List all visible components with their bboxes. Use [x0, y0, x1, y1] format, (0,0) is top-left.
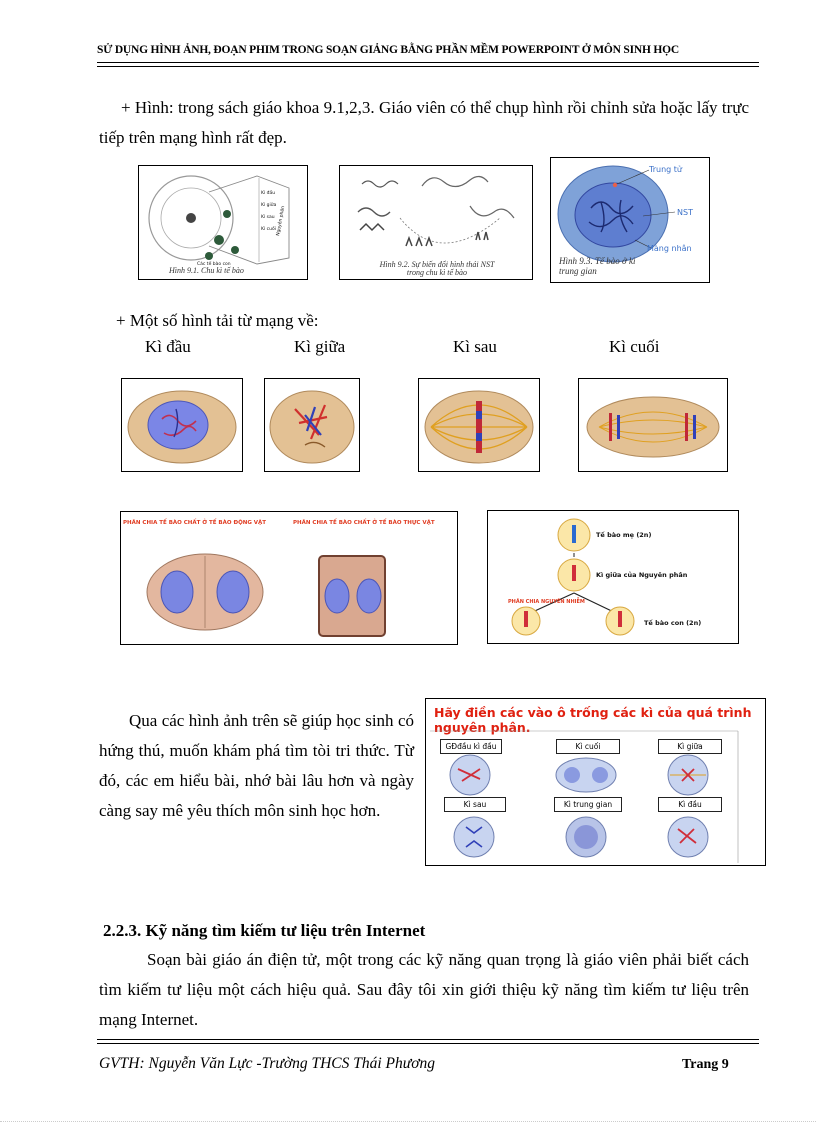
fig1-label-telophase: Kì cuối — [261, 227, 276, 232]
quiz-label-1: GĐđầu kì đầu — [440, 739, 502, 754]
animal-division-title: PHÂN CHIA TẾ BÀO CHẤT Ở TẾ BÀO ĐỘNG VẬT — [123, 520, 267, 526]
fig3-label-nst: NST — [677, 208, 693, 217]
fig1-caption: Hình 9.1. Chu kì tế bào — [169, 266, 244, 275]
fig3-label-centrosome: Trung tử — [649, 165, 682, 174]
quiz-label-4: Kì sau — [444, 797, 506, 812]
section-body: Soạn bài giáo án điện tử, một trong các kỹ năng quan trọng là giáo viên phải biết cách tìm kiếm tư liệu một cách hiệu quả. Sau đây tôi xin giới thiệu kỹ năng tìm kiếm tư liệu trên mạng Internet. — [99, 950, 749, 1029]
phase-label-telophase: Kì cuối — [609, 337, 660, 356]
footer-author: GVTH: Nguyễn Văn Lực -Trường THCS Thái Phương — [99, 1055, 435, 1072]
quiz-title: Hãy điền các vào ô trống các kì của quá trình nguyên phân. — [434, 705, 752, 735]
downloaded-images-intro: + Một số hình tải từ mạng về: — [116, 311, 319, 330]
image-prophase — [121, 378, 243, 472]
label-mother-cell: Tế bào mẹ (2n) — [596, 531, 652, 539]
quiz-label-2: Kì cuối — [556, 739, 620, 754]
plant-division-title: PHÂN CHIA TẾ BÀO CHẤT Ở TẾ BÀO THỰC VẬT — [293, 520, 435, 526]
section-heading: 2.2.3. Kỹ năng tìm kiếm tư liệu trên Internet — [103, 921, 426, 940]
label-daughter-cells: Tế bào con (2n) — [644, 619, 702, 627]
figure-chromosome-change — [339, 165, 533, 280]
fig1-label-anaphase: Kì sau — [261, 215, 275, 220]
page-bottom-dotted-line — [0, 1121, 816, 1122]
cell-cycle-diagram — [139, 166, 307, 279]
fig3-label-membrane: Màng nhân — [647, 244, 692, 253]
fig2-caption: Hình 9.2. Sự biến đổi hình thái NST trong chu kì tế bào — [379, 260, 495, 277]
fig1-label-metaphase: Kì giữa — [261, 203, 277, 208]
image-cytokinesis-slide — [120, 511, 458, 645]
fig3-caption: Hình 9.3. Tế bào ở kì trung gian — [559, 256, 636, 276]
quiz-label-6: Kì đầu — [658, 797, 722, 812]
benefit-paragraph: Qua các hình ảnh trên sẽ giúp học sinh có hứng thú, muốn khám phá tìm tòi tri thức. Từ đó, các em hiểu bài, nhớ bài lâu hơn và ngày càng say mê yêu thích môn sinh học hơn. — [99, 711, 414, 820]
header-rule-thin — [97, 66, 759, 67]
cytokinesis-illustration — [121, 512, 457, 644]
footer-rule-thin — [97, 1043, 759, 1044]
header-rule-thick — [97, 62, 759, 63]
label-metaphase-mitosis: Kì giữa của Nguyên phân — [596, 571, 688, 579]
image-mitosis-summary — [487, 510, 739, 644]
mitosis-summary-illustration — [488, 511, 738, 643]
prophase-illustration — [122, 379, 242, 471]
fig1-label-daughter: Các tế bào con — [197, 262, 231, 267]
page-header: SỬ DỤNG HÌNH ẢNH, ĐOẠN PHIM TRONG SOẠN GIẢNG BẰNG PHẦN MỀM POWERPOINT Ở MÔN SINH HỌC — [97, 44, 679, 56]
page-number: Trang 9 — [682, 1057, 729, 1072]
intro-paragraph: + Hình: trong sách giáo khoa 9.1,2,3. Giáo viên có thể chụp hình rồi chỉnh sửa hoặc lấy trực tiếp trên mạng hình rất đẹp. — [99, 98, 749, 147]
phase-label-metaphase: Kì giữa — [294, 337, 346, 356]
fig1-label-prophase: Kì đầu — [261, 191, 276, 196]
label-mitosis-division: PHÂN CHIA NGUYÊN NHIỄM — [508, 599, 585, 605]
figure-interphase-cell — [550, 157, 710, 283]
quiz-label-5: Kì trung gian — [554, 797, 622, 812]
footer-rule-thick — [97, 1039, 759, 1040]
phase-label-anaphase: Kì sau — [453, 337, 497, 356]
anaphase-illustration — [419, 379, 539, 471]
telophase-illustration — [579, 379, 727, 471]
image-telophase — [578, 378, 728, 472]
image-quiz-slide — [425, 698, 766, 866]
image-anaphase — [418, 378, 540, 472]
metaphase-illustration — [265, 379, 359, 471]
fig1-label-mitosis: Nguyên phân — [276, 205, 287, 237]
image-metaphase — [264, 378, 360, 472]
figure-cell-cycle — [138, 165, 308, 280]
quiz-label-3: Kì giữa — [658, 739, 722, 754]
phase-label-prophase: Kì đầu — [145, 337, 191, 356]
